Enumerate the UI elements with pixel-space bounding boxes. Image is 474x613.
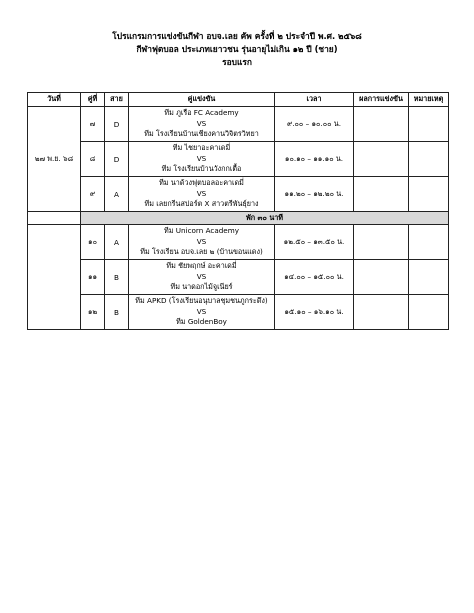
document-subtitle: กีฬาฟุตบอล ประเภทเยาวชน รุ่นอายุไม่เกิน ๑๒ ปี (ชาย) xyxy=(136,44,338,54)
match-teams xyxy=(129,295,275,330)
match-time: ๑๒.๕๐ – ๑๓.๕๐ น. xyxy=(275,225,354,260)
match-group: D xyxy=(105,142,129,177)
match-group: B xyxy=(105,295,129,330)
vs-label: VS xyxy=(196,271,207,281)
table-row xyxy=(28,177,449,212)
away-team: ทีม โรงเรียนบ้านเชียงคานวิจิตรวิทยา xyxy=(144,129,259,139)
match-remark xyxy=(409,177,449,212)
home-team: ทีม Unicorn Academy xyxy=(164,226,239,236)
match-remark xyxy=(409,225,449,260)
table-row xyxy=(28,295,449,330)
col-date-header: วันที่ xyxy=(28,93,81,107)
match-teams xyxy=(129,225,275,260)
away-team: ทีม โรงเรียนบ้านวังกกเตื้อ xyxy=(161,164,242,174)
home-team: ทีม APKD (โรงเรียนอนุบาลชุมชนภูกระดึง) xyxy=(135,296,268,306)
document-title: โปรแกรมการแข่งขันกีฬา อบจ.เลย คัพ ครั้งที่ ๒ ประจำปี พ.ศ. ๒๕๖๘ xyxy=(112,31,362,41)
away-team: ทีม นาดอกไม้จูเนียร์ xyxy=(170,282,233,292)
home-team: ทีม ไชยาอะคาเดมี่ xyxy=(172,143,231,153)
break-row xyxy=(28,212,449,225)
match-result xyxy=(354,107,409,142)
match-group: D xyxy=(105,107,129,142)
match-date: ๒๗ พ.ย. ๖๘ xyxy=(28,107,81,212)
match-result xyxy=(354,225,409,260)
table-row xyxy=(28,107,449,142)
col-result-header: ผลการแข่งขัน xyxy=(354,93,409,107)
col-group-header: สาย xyxy=(105,93,129,107)
match-number: ๙ xyxy=(81,177,105,212)
col-remark-header: หมายเหตุ xyxy=(409,93,449,107)
match-time: ๙.๐๐ – ๑๐.๐๐ น. xyxy=(275,107,354,142)
match-remark xyxy=(409,142,449,177)
round-label: รอบแรก xyxy=(222,57,252,67)
away-team: ทีม เลยกรีนสปอร์ต X สาวตรีพันธุ์ยาง xyxy=(144,199,259,209)
col-time-header: เวลา xyxy=(275,93,354,107)
match-number: ๗ xyxy=(81,107,105,142)
match-time: ๑๕.๑๐ – ๑๖.๑๐ น. xyxy=(275,295,354,330)
vs-label: VS xyxy=(196,188,207,198)
match-number: ๑๐ xyxy=(81,225,105,260)
document-header xyxy=(0,30,474,69)
match-group: A xyxy=(105,177,129,212)
match-time: ๑๑.๒๐ – ๑๒.๒๐ น. xyxy=(275,177,354,212)
col-match-no-header: คู่ที่ xyxy=(81,93,105,107)
vs-label: VS xyxy=(196,153,207,163)
match-number: ๑๑ xyxy=(81,260,105,295)
schedule-table xyxy=(27,92,449,330)
match-result xyxy=(354,295,409,330)
match-remark xyxy=(409,260,449,295)
table-row xyxy=(28,142,449,177)
home-team: ทีม ภูเรือ FC Academy xyxy=(164,108,239,118)
match-teams xyxy=(129,142,275,177)
match-group: A xyxy=(105,225,129,260)
match-remark xyxy=(409,295,449,330)
match-group: B xyxy=(105,260,129,295)
match-result xyxy=(354,177,409,212)
table-row xyxy=(28,260,449,295)
away-team: ทีม GoldenBoy xyxy=(176,317,227,327)
match-teams xyxy=(129,177,275,212)
home-team: ทีม ชัยพฤกษ์ อะคาเดมี่ xyxy=(166,261,237,271)
away-team: ทีม โรงเรียน อบจ.เลย ๒ (บ้านขอนแดง) xyxy=(140,247,263,257)
col-teams-header: คู่แข่งขัน xyxy=(129,93,275,107)
match-number: ๘ xyxy=(81,142,105,177)
home-team: ทีม นาด้วงฟุตบอลอะคาเดมี่ xyxy=(159,178,244,188)
match-teams xyxy=(129,107,275,142)
vs-label: VS xyxy=(196,118,207,128)
table-row xyxy=(28,225,449,260)
match-remark xyxy=(409,107,449,142)
match-number: ๑๒ xyxy=(81,295,105,330)
date-blank xyxy=(28,225,81,330)
vs-label: VS xyxy=(196,306,207,316)
vs-label: VS xyxy=(196,236,207,246)
match-result xyxy=(354,260,409,295)
match-result xyxy=(354,142,409,177)
break-spacer xyxy=(28,212,81,225)
match-time: ๑๔.๐๐ – ๑๕.๐๐ น. xyxy=(275,260,354,295)
match-time: ๑๐.๑๐ – ๑๑.๑๐ น. xyxy=(275,142,354,177)
match-teams xyxy=(129,260,275,295)
header-row xyxy=(28,93,449,107)
break-label: พัก ๓๐ นาที xyxy=(81,212,449,225)
